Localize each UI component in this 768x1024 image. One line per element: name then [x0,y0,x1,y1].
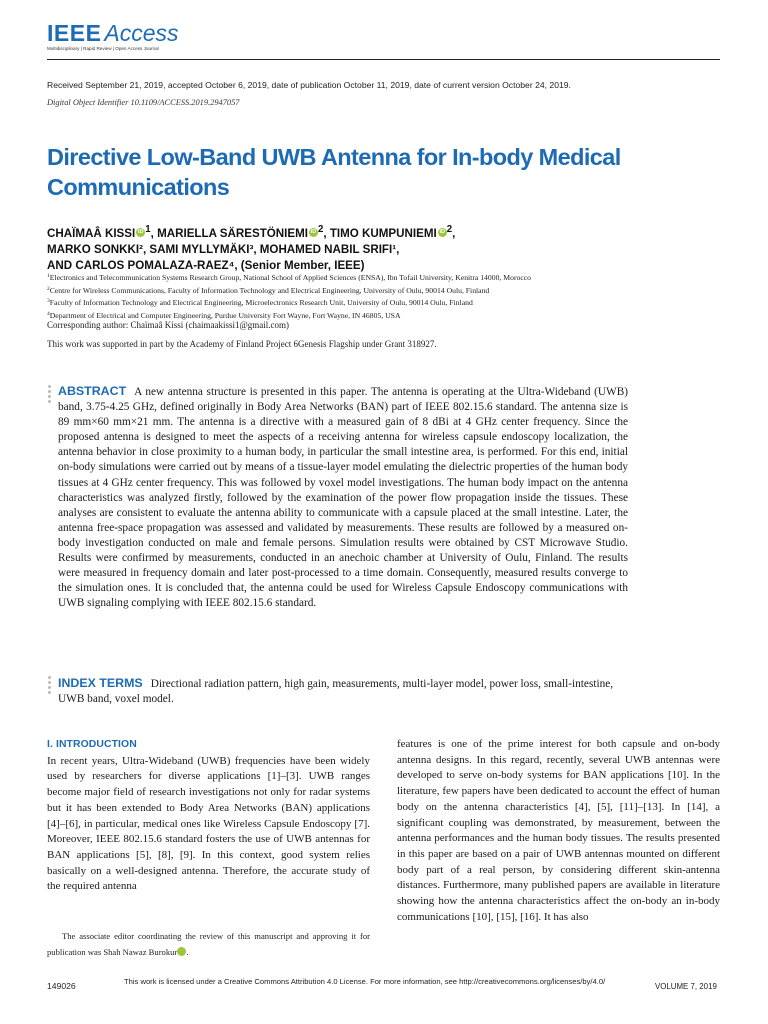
logo-access-text: Access [104,20,179,46]
orcid-icon[interactable]: iD [138,228,144,235]
index-terms-block [58,676,638,707]
author-line-3: AND CARLOS POMALAZA-RAEZ⁴, (Senior Member, IEEE) [47,258,365,272]
affiliation-item [47,296,737,309]
author-line-2: MARKO SONKKI², SAMI MYLLYMÄKI³, MOHAMED NABIL SRIFI¹, [47,242,400,256]
intro-paragraph-left: In recent years, Ultra-Wideband (UWB) frequencies have been widely used by researchers for diverse applications [1]–[3]. UWB ranges become major field of research investigations not only for radar systems but it has been extended to Body Area Networks (BAN) applications [4]–[6], in particular, medical ones like Wireless Capsule Endoscopy [7]. Moreover, IEEE 802.15.6 standard fosters the use of UWB antennas for BAN applications [5], [8], [9]. In this context, good system relies basically on a well-designed antenna. Therefore, the accurate study of the required antenna [47,754,370,893]
affiliation-text: Centre for Wireless Communications, Faculty of Information Technology and Electrical Engineering, University of Oulu, 90014 Oulu, Finland [49,285,490,295]
orcid-icon[interactable]: iD [439,228,445,235]
affiliation-num: 2 [47,285,50,292]
footnote-text: The associate editor coordinating the review of this manuscript and approving it for publication was Shah Nawaz Burokur [47,931,370,957]
logo-tagline: Multidisciplinary | Rapid Review | Open Access Journal [47,46,159,51]
affiliation-text: Electronics and Telecommunication Systems Research Group, National School of Applied Sciences (ENSA), Ibn Tofail University, Kenitra 14000, Morocco [49,273,532,282]
abstract-text: A new antenna structure is presented in this paper. The antenna is operating at the Ultra-Wideband (UWB) band, 3.75-4.25 GHz, defined originally in Body Area Networks (BAN) part of IEEE 802.15.6 standard. The antenna size is 89 mm×60 mm×21 mm. The antenna is a directive with a measured gain of 8 dBi at 4 GHz center frequency. Since the proposed antenna is designed to meet the aspects of a receiving antenna for wireless capsule endoscopy localization, the antenna behavior in close proximity to a human body, in particular the small intestine area, is performed. For this end, initial on-body simulations were carried out by means of a tissue-layer model emulating the dielectric properties of the human body tissues at 4 GHz center frequency. This was followed by voxel model investigations. The human body impact on the antenna characteristics was analyzed firstly, followed by the examination of the power flow propagation inside the tissues. These analyses are consistent to evaluate the antenna ability to communicate with a capsule placed at the small intestine. Later, the antenna free-space propagation was assessed and validated by measurements. These results are followed by a measured on-body investigation conducted on male and female persons. Simulation results were obtained by CST Microwave Studio. Results were confirmed by measurements, conducted in an anechoic chamber at University of Oulu, Finland. The results were measured in frequency domain and later post-processed to a time domain. Consequently, measured results converge to the simulation ones. It is concluded that, the antenna could be used for Wireless Capsule Endoscopy communications with UWB signaling complying with IEEE 802.15.6 standard. [58,386,628,610]
received-dates: Received September 21, 2019, accepted October 6, 2019, date of publication October 11, 2019, date of current version October 24, 2019. [47,80,571,90]
body-column-right [397,737,720,925]
header-rule [47,59,720,60]
page-number: 149026 [47,981,76,991]
author-affil-num: 1 [145,224,151,235]
section-heading: I. INTRODUCTION [47,739,137,750]
dots-icon [48,676,51,696]
affiliation-num: 3 [47,298,50,305]
funding-note: This work was supported in part by the Academy of Finland Project 6Genesis Flagship under Grant 318927. [47,339,437,349]
author-name: CHAÏMAÂ KISSI [47,226,136,240]
abstract-label: ABSTRACT [58,384,127,398]
affiliation-text: Department of Electrical and Computer Engineering, Purdue University Fort Wayne, Fort Wayne, IN 46805, USA [49,310,401,320]
orcid-icon[interactable]: iD [177,947,186,956]
affiliations [47,271,737,321]
author-name: , TIMO KUMPUNIEMI [323,226,437,240]
affiliation-item [47,284,737,297]
intro-paragraph-right: features is one of the prime interest for both capsule and on-body antenna designs. In this regard, recently, several UWB antennas were developed to serve on-body systems for BAN applications [10]. In the literature, few papers have been dedicated to account the effect of human body on the antenna characteristics [4], [5], [11]–[13]. In [14], a significant coupling was demonstrated, by measurement, between the antenna performances and the human body tissues. The results presented in this paper are based on a pair of UWB antennas mounted on different body part of a real person, by considering different skin-antenna distances. Furthermore, many published papers are available in literature showing how the antenna characteristics affect the on-body an in-body communications [10], [15], [16]. It has also [397,738,720,923]
body-column-left [47,737,370,895]
index-terms-label: INDEX TERMS [58,676,143,690]
license-note[interactable]: This work is licensed under a Creative Commons Attribution 4.0 License. For more information, see http://creativecommons.org/licenses/by/4.0/ [124,977,606,986]
author-affil-num: 2 [446,224,453,235]
volume-label: VOLUME 7, 2019 [655,982,717,991]
orcid-icon[interactable]: iD [310,228,317,235]
journal-logo [47,20,179,51]
abstract-block [58,384,628,611]
author-list [47,222,727,274]
logo-ieee-text: IEEE [47,20,102,46]
paper-title: Directive Low-Band UWB Antenna for In-body Medical Communications [47,144,621,200]
author-affil-num: 2 [318,224,324,235]
affiliation-num: 1 [47,273,50,279]
affiliation-num: 4 [47,310,50,317]
corresponding-author: Corresponding author: Chaïmaâ Kissi (chaimaakissi1@gmail.com) [47,320,289,330]
author-name: , MARIELLA SÄRESTÖNIEMI [150,226,309,240]
editor-footnote: The associate editor coordinating the review of this manuscript and approving it for publication was Shah Nawaz Burokur iD. [47,931,370,957]
index-terms-text: Directional radiation pattern, high gain, measurements, multi-layer model, power loss, small-intestine, UWB band, voxel model. [58,678,614,706]
author-separator: , [452,226,456,240]
author-line-1 [47,222,727,242]
affiliation-text: Faculty of Information Technology and Electrical Engineering, Microelectronics Research Unit, University of Oulu, 90014 Oulu, Finland [49,298,473,308]
dots-icon [48,385,51,405]
doi-line: Digital Object Identifier 10.1109/ACCESS.2019.2947057 [47,98,240,107]
affiliation-item [47,271,737,284]
